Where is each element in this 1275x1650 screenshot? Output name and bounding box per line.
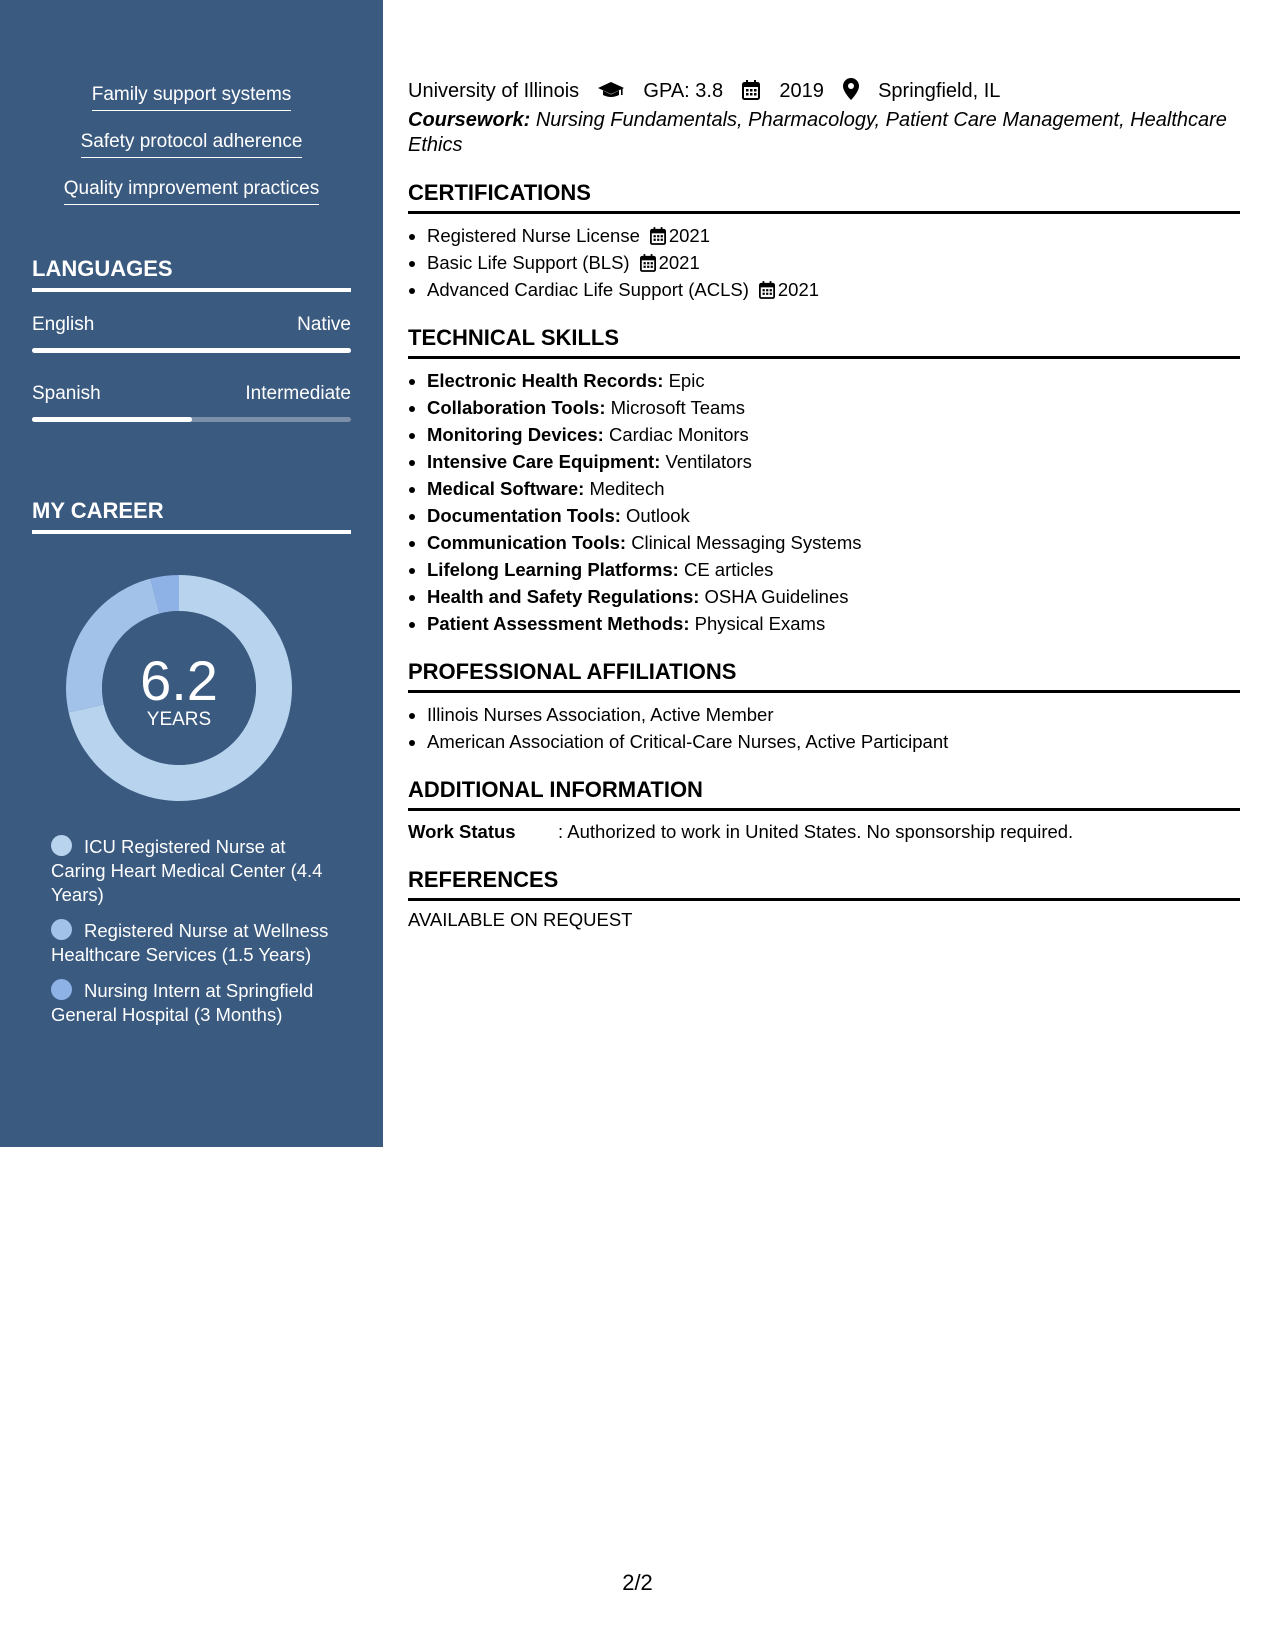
language-bar	[32, 417, 351, 422]
career-heading: MY CAREER	[32, 498, 351, 534]
language-bar-fill	[32, 348, 351, 353]
skill-link[interactable]: Family support systems	[92, 84, 292, 111]
cert-name: Basic Life Support (BLS)	[427, 252, 630, 273]
work-status-row	[408, 819, 1240, 845]
sidebar	[0, 0, 383, 1147]
career-dot	[51, 979, 72, 1000]
calendar-icon	[640, 254, 656, 272]
skill-value: CE articles	[683, 559, 774, 580]
skill-label: Intensive Care Equipment:	[427, 451, 661, 472]
skill-label: Monitoring Devices:	[427, 424, 604, 445]
language-bar	[32, 348, 351, 353]
list-item	[427, 448, 1240, 475]
skill-label: Patient Assessment Methods:	[427, 613, 690, 634]
language-name: Spanish	[32, 383, 101, 404]
calendar-icon	[650, 227, 666, 245]
skill-value: Ventilators	[665, 451, 752, 472]
list-item	[427, 556, 1240, 583]
list-item	[427, 394, 1240, 421]
skill-label: Collaboration Tools:	[427, 397, 606, 418]
career-item-text: ICU Registered Nurse at Caring Heart Medical Center (4.4 Years)	[51, 836, 323, 905]
career-total-years: 6.2	[140, 649, 218, 712]
affiliations-heading: PROFESSIONAL AFFILIATIONS	[408, 659, 1240, 693]
cert-year: 2021	[777, 279, 820, 300]
language-name: English	[32, 314, 95, 335]
coursework	[408, 108, 1240, 158]
skill-links	[0, 84, 383, 225]
language-bar-fill	[32, 417, 192, 422]
skill-value: Physical Exams	[694, 613, 826, 634]
school-name: University of Illinois	[408, 80, 580, 102]
list-item	[427, 421, 1240, 448]
references-text: AVAILABLE ON REQUEST	[408, 909, 633, 930]
career-item	[51, 835, 341, 907]
languages-heading: LANGUAGES	[32, 256, 351, 292]
cert-year: 2021	[658, 252, 700, 273]
list-item	[427, 502, 1240, 529]
technical-skills-heading: TECHNICAL SKILLS	[408, 325, 1240, 359]
list-item	[427, 610, 1240, 637]
skill-label: Lifelong Learning Platforms:	[427, 559, 679, 580]
cert-name: Advanced Cardiac Life Support (ACLS)	[427, 279, 749, 300]
language-level: Native	[297, 314, 351, 335]
map-pin-icon	[843, 78, 859, 100]
cert-year: 2021	[668, 225, 711, 246]
gpa: GPA: 3.8	[643, 80, 724, 102]
list-item: • American Association of Critical-Care Nurses, Active Participant	[427, 728, 1240, 755]
skill-value: Clinical Messaging Systems	[631, 532, 862, 553]
list-item	[427, 276, 1240, 303]
list-item	[427, 583, 1240, 610]
calendar-icon	[759, 281, 775, 299]
skill-value: Outlook	[626, 505, 690, 526]
language-level: Intermediate	[245, 383, 351, 404]
list-item	[427, 249, 1240, 276]
career-donut-center	[66, 575, 292, 801]
skill-label: Electronic Health Records:	[427, 370, 664, 391]
coursework-label: Coursework:	[408, 109, 531, 131]
cert-name: Registered Nurse License	[427, 225, 640, 246]
work-status-label: Work Status	[408, 821, 516, 842]
calendar-icon	[742, 80, 760, 100]
page-number: 2/2	[622, 1570, 653, 1595]
graduation-year: 2019	[779, 80, 824, 102]
school-location: Springfield, IL	[878, 80, 1001, 102]
skill-label: Medical Software:	[427, 478, 585, 499]
career-dot	[51, 835, 72, 856]
career-legend	[51, 835, 341, 1039]
main-content	[408, 76, 1240, 931]
career-item-text: Registered Nurse at Wellness Healthcare Services (1.5 Years)	[51, 920, 329, 965]
graduation-cap-icon	[598, 80, 624, 100]
career-item	[51, 919, 341, 967]
career-item-text: Nursing Intern at Springfield General Hospital (3 Months)	[51, 980, 314, 1025]
skill-value: Microsoft Teams	[610, 397, 745, 418]
additional-info-heading: ADDITIONAL INFORMATION	[408, 777, 1240, 811]
references-heading: REFERENCES	[408, 867, 1240, 901]
technical-skills-list	[408, 367, 1240, 637]
certifications-list	[408, 222, 1240, 303]
list-item	[427, 222, 1240, 249]
skill-link[interactable]: Safety protocol adherence	[81, 131, 303, 158]
list-item	[427, 475, 1240, 502]
career-dot	[51, 919, 72, 940]
skill-value: OSHA Guidelines	[704, 586, 849, 607]
skill-label: Health and Safety Regulations:	[427, 586, 700, 607]
skill-value: Cardiac Monitors	[608, 424, 749, 445]
skill-value: Epic	[668, 370, 705, 391]
skill-link[interactable]: Quality improvement practices	[64, 178, 320, 205]
affiliations-list	[408, 701, 1240, 755]
skill-value: Meditech	[589, 478, 665, 499]
list-item	[427, 367, 1240, 394]
career-item	[51, 979, 341, 1027]
certifications-heading: CERTIFICATIONS	[408, 180, 1240, 214]
education-line	[408, 76, 1240, 106]
skill-label: Communication Tools:	[427, 532, 627, 553]
coursework-text: Nursing Fundamentals, Pharmacology, Patient Care Management, Healthcare Ethics	[408, 109, 1227, 156]
career-years-unit: YEARS	[146, 709, 212, 730]
work-status-value: : Authorized to work in United States. No sponsorship required.	[558, 821, 1074, 842]
list-item: • Illinois Nurses Association, Active Member	[427, 701, 1240, 728]
skill-label: Documentation Tools:	[427, 505, 621, 526]
list-item	[427, 529, 1240, 556]
